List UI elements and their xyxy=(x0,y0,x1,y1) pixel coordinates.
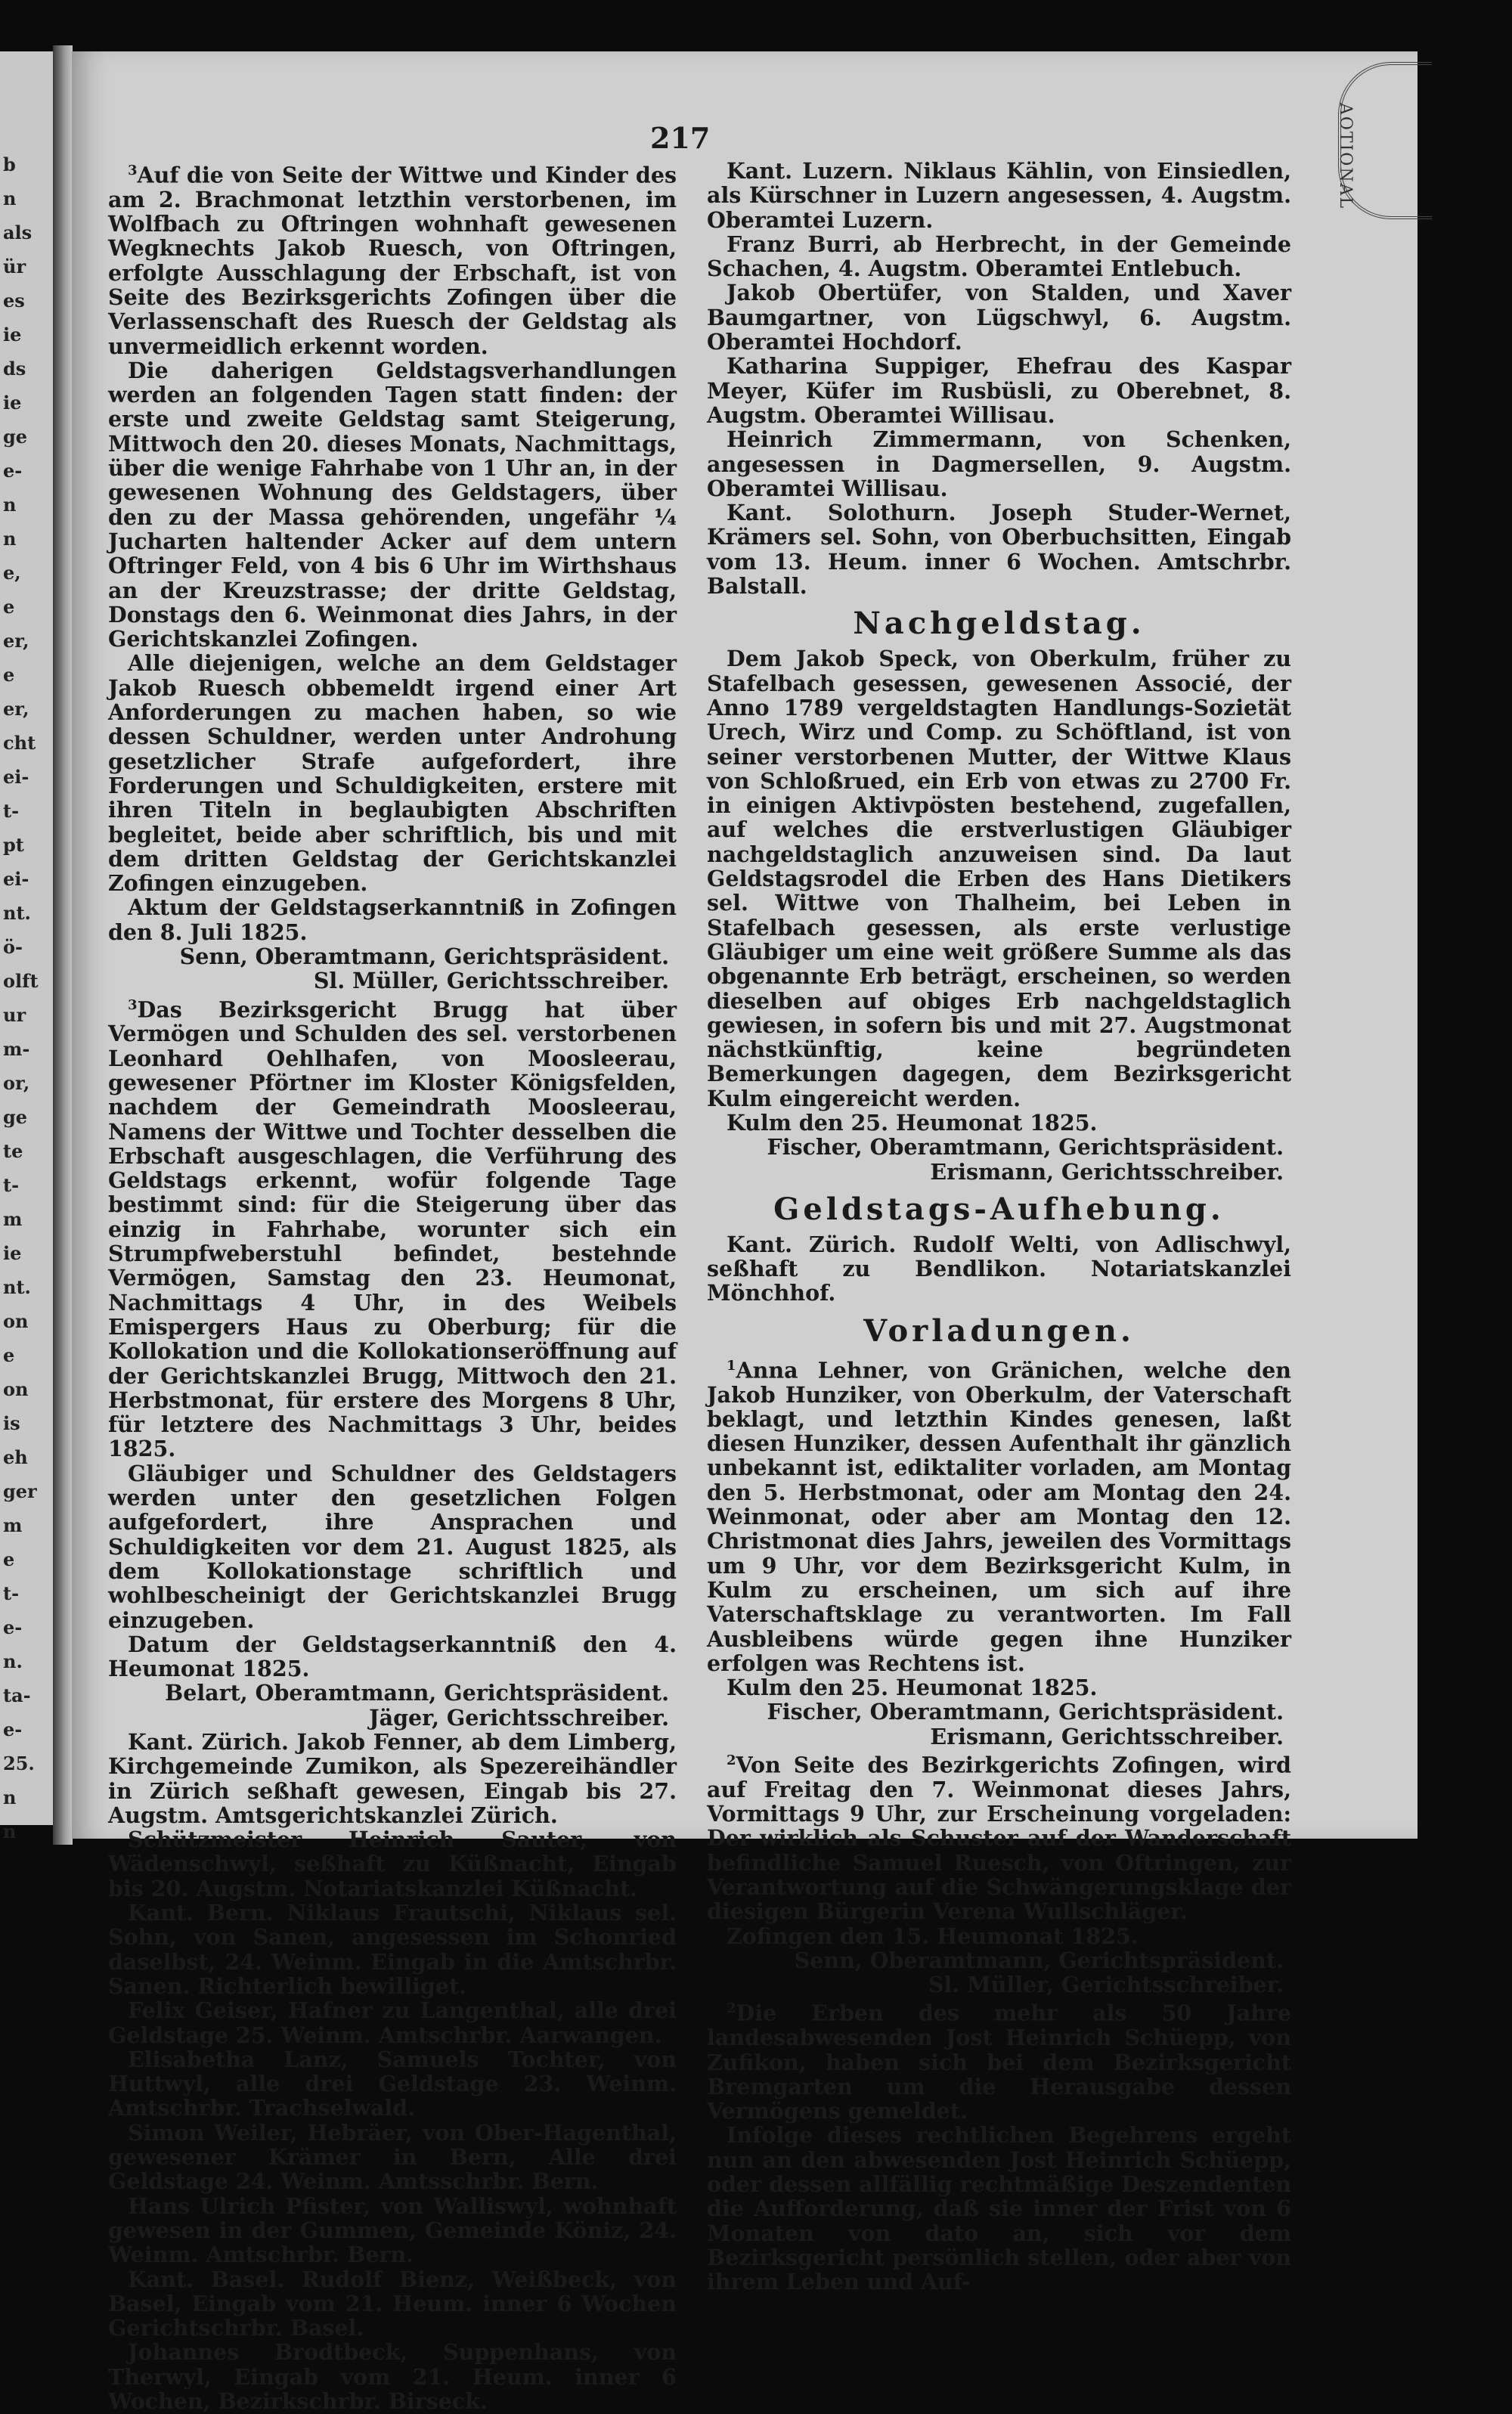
notice-paragraph xyxy=(707,1232,1291,1306)
edge-text-fragment: e- xyxy=(3,1616,23,1638)
edge-text-fragment: n xyxy=(3,494,17,516)
edge-text-fragment: e xyxy=(3,1344,15,1366)
edge-text-fragment: or, xyxy=(3,1072,30,1094)
edge-text-fragment: als xyxy=(3,222,33,243)
paragraph-text: Fischer, Oberamtmann, Gerichtspräsident. xyxy=(767,1699,1284,1725)
paragraph-text: Erismann, Gerichtsschreiber. xyxy=(930,1158,1284,1185)
edge-text-fragment: nt. xyxy=(3,1276,31,1298)
paragraph-text: Aktum der Geldstagserkanntniß in Zofingen den 8. Juli 1825. xyxy=(108,894,677,945)
signature-line xyxy=(707,1948,1291,1972)
notice-paragraph xyxy=(707,1354,1291,1675)
edge-text-fragment: e xyxy=(3,1548,15,1570)
edge-text-fragment: nt. xyxy=(3,902,31,924)
edge-text-fragment: n. xyxy=(3,1650,23,1672)
notice-paragraph xyxy=(707,1675,1291,1700)
edge-text-fragment: ds xyxy=(3,358,26,380)
edge-text-fragment: m xyxy=(3,1208,23,1230)
notice-paragraph xyxy=(707,2123,1291,2294)
notice-paragraph xyxy=(707,646,1291,1111)
page-number: 217 xyxy=(650,121,711,155)
notice-paragraph xyxy=(108,358,677,652)
paragraph-text: Kulm den 25. Heumonat 1825. xyxy=(727,1675,1098,1701)
notice-paragraph xyxy=(108,1632,677,1681)
edge-text-fragment: ie xyxy=(3,324,22,346)
edge-text-fragment: b xyxy=(3,153,16,175)
edge-text-fragment: er, xyxy=(3,630,29,652)
notice-paragraph xyxy=(707,500,1291,598)
notice-marker: 2 xyxy=(727,1752,736,1769)
signature-line xyxy=(108,944,677,968)
notice-paragraph xyxy=(707,1749,1291,1924)
edge-text-fragment: m- xyxy=(3,1038,30,1060)
paragraph-text: Elisabetha Lanz, Samuels Tochter, von Huttwyl, alle drei Geldstage 23. Weinm. Amtschrbr. Trachselwald. xyxy=(108,2046,677,2121)
section-heading xyxy=(707,1187,1291,1232)
paragraph-text: Geldstags-Aufhebung. xyxy=(773,1191,1225,1227)
library-stamp xyxy=(1338,62,1432,219)
left-column xyxy=(108,159,677,2413)
edge-text-fragment: er, xyxy=(3,698,29,720)
notice-paragraph xyxy=(108,2047,677,2121)
notice-paragraph xyxy=(108,1461,677,1632)
notice-paragraph xyxy=(707,159,1291,232)
paragraph-text: Zofingen den 15. Heumonat 1825. xyxy=(727,1923,1139,1949)
edge-text-fragment: on xyxy=(3,1310,29,1332)
paragraph-text: Sl. Müller, Gerichtsschreiber. xyxy=(313,968,669,994)
edge-text-fragment: te xyxy=(3,1140,23,1162)
edge-text-fragment: pt xyxy=(3,834,24,856)
edge-text-fragment: t- xyxy=(3,800,20,822)
notice-marker: 3 xyxy=(128,996,138,1013)
edge-text-fragment: on xyxy=(3,1378,29,1400)
edge-text-fragment: ur xyxy=(3,1004,26,1026)
paragraph-text: Gläubiger und Schuldner des Geldstagers werden unter den gesetzlichen Folgen aufgefordert, ihre Ansprachen und Schuldigkeiten vor dem 21. August 1825, als dem Kollokationstage schriftlich und wohlbescheinigt der Gerichtskanzlei Brugg einzugeben. xyxy=(108,1460,677,1633)
notice-paragraph xyxy=(108,1998,677,2047)
paragraph-text: Sl. Müller, Gerichtsschreiber. xyxy=(928,1972,1284,1998)
signature-line xyxy=(707,1725,1291,1749)
notice-paragraph xyxy=(707,1924,1291,1948)
edge-text-fragment: ge xyxy=(3,426,28,448)
paragraph-text: Simon Weiler, Hebräer, von Ober-Hagenthal, gewesener Krämer in Bern, Alle drei Geldstage 24. Weinm. Amtsschrbr. Bern. xyxy=(108,2119,677,2195)
edge-text-fragment: t- xyxy=(3,1582,20,1604)
paragraph-text: Vorladungen. xyxy=(863,1312,1135,1349)
edge-text-fragment: 25. xyxy=(3,1752,35,1774)
section-heading xyxy=(707,601,1291,646)
paragraph-text: Kant. Basel. Rudolf Bienz, Weißbeck, von Basel, Eingab vom 21. Heum. inner 6 Wochen Gerichtschrbr. Basel. xyxy=(108,2266,677,2341)
notice-paragraph xyxy=(108,159,677,358)
notice-paragraph xyxy=(707,354,1291,427)
signature-line xyxy=(707,1700,1291,1724)
notice-paragraph xyxy=(108,2194,677,2267)
edge-text-fragment: ö- xyxy=(3,936,23,958)
adjacent-page-edge xyxy=(0,51,53,1842)
edge-text-fragment: n xyxy=(3,1786,17,1808)
paragraph-text: Auf die von Seite der Wittwe und Kinder des am 2. Brachmonat letzthin verstorbenen, im Wolfbach zu Oftringen wohnhaft gewesenen Wegknechts Jakob Ruesch, von Oftringen, erfolgte Ausschlagung der Erbschaft, ist von Seite des Bezirksgerichts Zofingen über die Verlassenschaft des Ruesch der Geldstag als unvermeidlich erkennt worden. xyxy=(108,162,677,359)
paragraph-text: Franz Burri, ab Herbrecht, in der Gemeinde Schachen, 4. Augstm. Oberamtei Entlebuch. xyxy=(707,231,1291,282)
paragraph-text: Johannes Brodtbeck, Suppenhans, von Therwyl, Eingab vom 21. Heum. inner 6 Wochen, Bezirkschrbr. Birseck. xyxy=(108,2339,677,2414)
signature-line xyxy=(707,1135,1291,1159)
edge-text-fragment: e xyxy=(3,664,15,686)
edge-text-fragment: e- xyxy=(3,460,23,482)
paragraph-text: Kant. Zürich. Rudolf Welti, von Adlischwyl, seßhaft zu Bendlikon. Notariatskanzlei Mönchhof. xyxy=(707,1231,1291,1306)
notice-paragraph xyxy=(108,2121,677,2194)
edge-text-fragment: eh xyxy=(3,1446,28,1468)
paragraph-text: Anna Lehner, von Gränichen, welche den Jakob Hunziker, von Oberkulm, der Vaterschaft beklagt, und letzthin Kindes genesen, laßt diesen Hunziker, dessen Aufenthalt ihr gänzlich unbekannt ist, ediktaliter vorladen, am Montag den 5. Herbstmonat, oder am Montag den 24. Weinmonat, oder aber am Montag den 12. Christmonat dies Jahrs, jeweilen des Vormittags um 9 Uhr, vor dem Bezirksgericht Kulm, in Kulm zu erscheinen, um sich auf ihre Vaterschaftsklage zu verantworten. Im Fall Ausbleibens würde gegen ihne Hunziker erfolgen was Rechtens ist. xyxy=(707,1357,1291,1676)
paragraph-text: Felix Geiser, Hafner zu Langenthal, alle drei Geldstage 25. Weinm. Amtschrbr. Aarwangen. xyxy=(108,1997,677,2048)
edge-text-fragment: es xyxy=(3,290,25,311)
edge-text-fragment: n xyxy=(3,187,17,209)
paragraph-text: Infolge dieses rechtlichen Begehrens ergeht nun an den abwesenden Jost Heinrich Schüepp, oder dessen allfällig rechtmäßige Deszendenten die Aufforderung, daß sie inner der Frist von 6 Monaten von dato an, sich vor dem Bezirksgericht persönlich stellen, oder aber von ihrem Leben und Auf- xyxy=(707,2122,1291,2295)
signature-line xyxy=(108,968,677,993)
edge-text-fragment: n xyxy=(3,528,17,550)
notice-paragraph xyxy=(707,280,1291,354)
paragraph-text: Heinrich Zimmermann, von Schenken, angesessen in Dagmersellen, 9. Augstm. Oberamtei Willisau. xyxy=(707,426,1291,501)
paragraph-text: Kant. Solothurn. Joseph Studer-Wernet, Krämers sel. Sohn, von Oberbuchsitten, Eingab vom 13. Heum. inner 6 Wochen. Amtschrbr. Balstall. xyxy=(707,500,1291,600)
paragraph-text: Jäger, Gerichtsschreiber. xyxy=(369,1704,669,1731)
notice-paragraph xyxy=(108,1827,677,1901)
edge-text-fragment: ei- xyxy=(3,766,29,788)
paragraph-text: Kulm den 25. Heumonat 1825. xyxy=(727,1109,1098,1136)
notice-paragraph xyxy=(108,1901,677,1998)
paragraph-text: Die daherigen Geldstagsverhandlungen werden an folgenden Tagen statt finden: der erste und zweite Geldstag samt Steigerung, Mittwoch den 20. dieses Monats, Nachmittags, über die wenige Fahrhabe von 1 Uhr an, in der gewesenen Wohnung des Geldstagers, über den zu der Massa gehörenden, ungefähr ¼ Jucharten haltender Acker auf dem untern Oftringer Feld, von 4 bis 6 Uhr im Wirthshaus an der Kreuzstrasse; der dritte Geldstag, Donstags den 6. Weinmonat dies Jahrs, in der Gerichtskanzlei Zofingen. xyxy=(108,357,677,652)
notice-paragraph xyxy=(108,2267,677,2341)
edge-text-fragment: t- xyxy=(3,1174,20,1196)
paragraph-text: Erismann, Gerichtsschreiber. xyxy=(930,1723,1284,1749)
edge-text-fragment: e xyxy=(3,596,15,618)
notice-marker: 3 xyxy=(128,163,138,178)
paragraph-text: Kant. Luzern. Niklaus Kählin, von Einsiedlen, als Kürschner in Luzern angesessen, 4. Augstm. Oberamtei Luzern. xyxy=(707,158,1291,233)
signature-line xyxy=(108,1706,677,1730)
edge-text-fragment: ie xyxy=(3,392,22,414)
paragraph-text: Schützmeister Heinrich Sauter, von Wädenschwyl, seßhaft zu Küßnacht, Eingab bis 20. Augstm. Notariatskanzlei Küßnacht. xyxy=(108,1827,677,1901)
edge-text-fragment: is xyxy=(3,1412,20,1434)
signature-line xyxy=(108,1681,677,1705)
notice-marker: 2 xyxy=(727,2000,736,2017)
edge-text-fragment: ie xyxy=(3,1242,22,1264)
paragraph-text: Katharina Suppiger, Ehefrau des Kaspar Meyer, Küfer im Rusbüsli, zu Oberebnet, 8. Augstm. Oberamtei Willisau. xyxy=(707,353,1291,428)
edge-text-fragment: ür xyxy=(3,256,26,277)
notice-marker: 1 xyxy=(727,1357,736,1374)
paragraph-text: Senn, Oberamtmann, Gerichtspräsident. xyxy=(179,944,669,969)
edge-text-fragment: ger xyxy=(3,1480,37,1502)
paragraph-text: Fischer, Oberamtmann, Gerichtspräsident. xyxy=(767,1134,1284,1161)
edge-text-fragment: ta- xyxy=(3,1684,31,1706)
paragraph-text: Kant. Zürich. Jakob Fenner, ab dem Limberg, Kirchgemeinde Zumikon, als Spezereihändler in Zürich seßhaft gewesen, Eingab bis 27. Augstm. Amtsgerichtskanzlei Zürich. xyxy=(108,1729,677,1828)
book-gutter xyxy=(53,45,73,1845)
signature-line xyxy=(707,1972,1291,1997)
paragraph-text: Kant. Bern. Niklaus Frautschi, Niklaus sel. Sohn, von Sanen, angesessen im Schonried daselbst, 24. Weinm. Eingab in die Amtschrbr. Sanen. Richterlich bewilliget. xyxy=(108,1900,677,1999)
paragraph-text: Belart, Oberamtmann, Gerichtspräsident. xyxy=(165,1680,669,1706)
notice-paragraph xyxy=(108,895,677,944)
edge-text-fragment: olft xyxy=(3,970,39,992)
notice-paragraph xyxy=(108,2340,677,2413)
paragraph-text: Die Erben des mehr als 50 Jahre landesabwesenden Jost Heinrich Schüepp, von Zufikon, haben sich bei dem Bezirksgericht Bremgarten um die Herausgabe dessen Vermögens gemeldet. xyxy=(707,2000,1291,2124)
notice-paragraph xyxy=(108,993,677,1461)
paragraph-text: Senn, Oberamtmann, Gerichtspräsident. xyxy=(794,1947,1284,1973)
paragraph-text: Nachgeldstag. xyxy=(853,606,1145,642)
right-column xyxy=(707,159,1291,2295)
edge-text-fragment: e, xyxy=(3,562,21,584)
edge-text-fragment: cht xyxy=(3,732,36,754)
paragraph-text: Jakob Obertüfer, von Stalden, und Xaver Baumgartner, von Lügschwyl, 6. Augstm. Oberamtei Hochdorf. xyxy=(707,280,1291,355)
notice-paragraph xyxy=(707,427,1291,500)
edge-text-fragment: e- xyxy=(3,1718,23,1740)
edge-text-fragment: ei- xyxy=(3,868,29,890)
edge-text-fragment: n xyxy=(3,1821,17,1842)
paragraph-text: Datum der Geldstagserkanntniß den 4. Heumonat 1825. xyxy=(108,1631,677,1682)
edge-text-fragment: ge xyxy=(3,1106,28,1128)
paragraph-text: Alle diejenigen, welche an dem Geldstager Jakob Ruesch obbemeldt irgend einer Art Anforderungen zu machen haben, so wie dessen Schuldner, werden unter Androhung gesetzlicher Strafe aufgefordert, ihre Forderungen und Schuldigkeiten, erstere mit ihren Titeln in beglaubigten Abschriften begleitet, beide aber schriftlich, bis und mit dem dritten Geldstag der Gerichtskanzlei Zofingen einzugeben. xyxy=(108,650,677,897)
paragraph-text: Von Seite des Bezirkgerichts Zofingen, wird auf Freitag den 7. Weinmonat dieses Jahrs, Vormittags 9 Uhr, zur Erscheinung vorgeladen: Der wirklich als Schuster auf der Wanderschaft befindliche Samuel Ruesch, von Oftringen, zur Verantwortung auf die Schwängerungsklage der diesigen Bürgerin Verena Wullschläger. xyxy=(707,1752,1291,1925)
paragraph-text: Das Bezirksgericht Brugg hat über Vermögen und Schulden des sel. verstorbenen Leonhard Oehlhafen, von Moosleerau, gewesener Pförtner im Kloster Königsfelden, nachdem der Gemeindrath Moosleerau, Namens der Wittwe und Tochter desselben die Erbschaft ausgeschlagen, die Verführung des Geldstags erkennt, wofür folgende Tage bestimmt sind: für die Steigerung über das einzig in Fahrhabe, worunter sich ein Strumpfweberstuhl befindet, bestehnde Vermögen, Samstag den 23. Heumonat, Nachmittags 4 Uhr, in des Weibels Emispergers Haus zu Oberburg; für die Kollokation und die Kollokationseröffnung auf der Gerichtskanzlei Brugg, Mittwoch den 21. Herbstmonat, für erstere des Morgens 8 Uhr, für letztere des Nachmittags 3 Uhr, beides 1825. xyxy=(108,996,677,1462)
stamp-text: AOTIONAL xyxy=(1336,103,1355,210)
edge-text-fragment: m xyxy=(3,1514,23,1536)
paragraph-text: Dem Jakob Speck, von Oberkulm, früher zu Stafelbach gesessen, gewesenen Associé, der Anno 1789 vergeldstagten Handlungs-Sozietät Urech, Wirz und Comp. zu Schöftland, ist von seiner verstorbenen Mutter, der Wittwe Klaus von Schloßrued, ein Erb von etwas zu 2700 Fr. in einigen Aktivpösten bestehend, zugefallen, auf welches die erstverlustigen Gläubiger nachgeldstaglich anzuweisen sind. Da laut Geldstagsrodel die Erben des Hans Dietikers sel. Wittwe von Thalheim, bei Leben in Stafelbach gesessen, als erste verlustige Gläubiger um eine weit größere Summe als das obgenannte Erb beträgt, erscheinen, so werden dieselben auf obiges Erb nachgeldstaglich gewiesen, in sofern bis und mit 27. Augstmonat nächstkünftig, keine begründeten Bemerkungen dagegen, dem Bezirksgericht Kulm eingereicht werden. xyxy=(707,646,1291,1111)
notice-paragraph xyxy=(108,1730,677,1827)
notice-paragraph xyxy=(707,232,1291,281)
paragraph-text: Hans Ulrich Pfister, von Walliswyl, wohnhaft gewesen in der Gummen, Gemeinde Köniz, 24. Weinm. Amtschrbr. Bern. xyxy=(108,2192,677,2268)
section-heading xyxy=(707,1309,1291,1354)
signature-line xyxy=(707,1160,1291,1184)
notice-paragraph xyxy=(707,1111,1291,1135)
notice-paragraph xyxy=(108,651,677,895)
notice-paragraph xyxy=(707,1997,1291,2123)
